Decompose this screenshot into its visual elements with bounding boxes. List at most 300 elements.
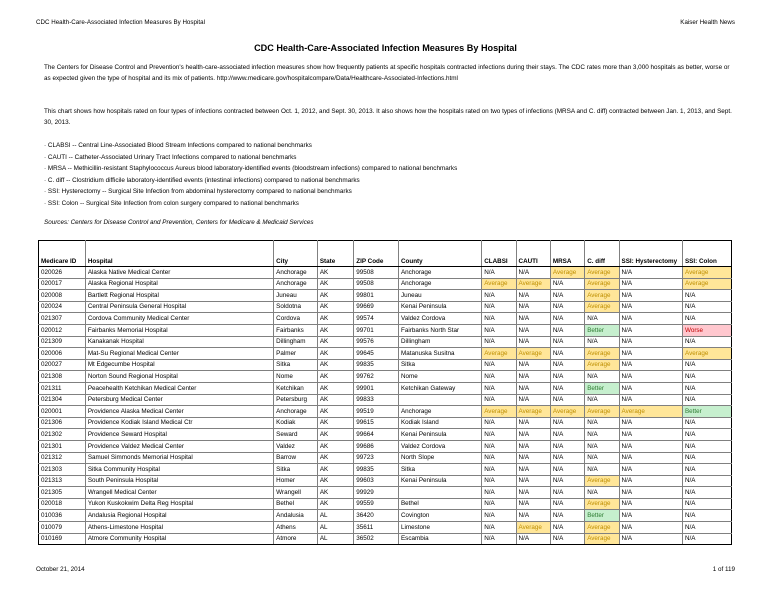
cell-cauti: N/A <box>516 475 550 487</box>
cell-ssi-hysterectomy: N/A <box>619 440 682 452</box>
cell-county: Anchorage <box>398 406 481 418</box>
cell-clabsi: Average <box>482 278 516 290</box>
cell-state: AK <box>317 440 353 452</box>
cell-clabsi: N/A <box>482 522 516 534</box>
cell-city: Cordova <box>274 313 318 325</box>
cell-city: Palmer <box>274 348 318 360</box>
cell-hospital: Norton Sound Regional Hospital <box>85 371 273 383</box>
cell-state: AK <box>317 336 353 348</box>
cell-mrsa: N/A <box>550 301 584 313</box>
hospital-table-container <box>38 240 732 545</box>
cell-ssi-colon: N/A <box>682 417 731 429</box>
cell-zip-code: 99701 <box>354 324 399 336</box>
cell-ssi-hysterectomy: Average <box>619 406 682 418</box>
cell-medicare-id: 021308 <box>39 371 86 383</box>
hospital-table <box>38 240 732 545</box>
cell-clabsi: N/A <box>482 475 516 487</box>
cell-zip-code: 99574 <box>354 313 399 325</box>
cell-mrsa: N/A <box>550 464 584 476</box>
cell-clabsi: N/A <box>482 324 516 336</box>
cell-clabsi: N/A <box>482 429 516 441</box>
cell-ssi-colon: Worse <box>682 324 731 336</box>
table-header-row <box>39 241 732 267</box>
cell-ssi-colon: N/A <box>682 359 731 371</box>
cell-mrsa: N/A <box>550 359 584 371</box>
cell-ssi-hysterectomy: N/A <box>619 417 682 429</box>
table-row <box>39 510 732 522</box>
cell-c-diff: N/A <box>585 440 619 452</box>
cell-state: AK <box>317 498 353 510</box>
cell-city: Anchorage <box>274 267 318 279</box>
cell-hospital: Fairbanks Memorial Hospital <box>85 324 273 336</box>
table-row <box>39 336 732 348</box>
cell-ssi-hysterectomy: N/A <box>619 429 682 441</box>
cell-state: AL <box>317 510 353 522</box>
cell-county: Anchorage <box>398 267 481 279</box>
cell-state: AK <box>317 371 353 383</box>
cell-ssi-hysterectomy: N/A <box>619 348 682 360</box>
cell-clabsi: N/A <box>482 417 516 429</box>
cell-county: North Slope <box>398 452 481 464</box>
cell-hospital: Providence Alaska Medical Center <box>85 406 273 418</box>
cell-state: AK <box>317 313 353 325</box>
cell-ssi-hysterectomy: N/A <box>619 290 682 302</box>
cell-medicare-id: 020006 <box>39 348 86 360</box>
cell-county: Bethel <box>398 498 481 510</box>
cell-c-diff: N/A <box>585 371 619 383</box>
cell-hospital: South Peninsula Hospital <box>85 475 273 487</box>
cell-ssi-hysterectomy: N/A <box>619 487 682 499</box>
cell-cauti: N/A <box>516 510 550 522</box>
column-header-c-diff: C. diff <box>585 241 619 267</box>
cell-ssi-colon: N/A <box>682 313 731 325</box>
page-footer <box>36 566 735 573</box>
definition-item: · C. diff -- Clostridium difficile laboratory-identified events (intestinal infections) compared to national benchmarks <box>44 176 360 184</box>
cell-medicare-id: 010036 <box>39 510 86 522</box>
cell-c-diff: N/A <box>585 452 619 464</box>
cell-hospital: Petersburg Medical Center <box>85 394 273 406</box>
cell-zip-code: 99559 <box>354 498 399 510</box>
cell-hospital: Cordova Community Medical Center <box>85 313 273 325</box>
cell-city: Ketchikan <box>274 382 318 394</box>
cell-city: Sitka <box>274 359 318 371</box>
cell-hospital: Providence Seward Hospital <box>85 429 273 441</box>
cell-medicare-id: 021303 <box>39 464 86 476</box>
cell-medicare-id: 021304 <box>39 394 86 406</box>
cell-c-diff: N/A <box>585 336 619 348</box>
cell-ssi-hysterectomy: N/A <box>619 464 682 476</box>
cell-mrsa: N/A <box>550 522 584 534</box>
cell-medicare-id: 020017 <box>39 278 86 290</box>
cell-zip-code: 99686 <box>354 440 399 452</box>
cell-ssi-colon: N/A <box>682 452 731 464</box>
cell-state: AK <box>317 429 353 441</box>
cell-county: Fairbanks North Star <box>398 324 481 336</box>
cell-ssi-hysterectomy: N/A <box>619 452 682 464</box>
column-header-zip-code: ZIP Code <box>354 241 399 267</box>
cell-ssi-hysterectomy: N/A <box>619 267 682 279</box>
cell-clabsi: Average <box>482 406 516 418</box>
cell-county: Valdez Cordova <box>398 440 481 452</box>
table-row <box>39 278 732 290</box>
cell-city: Andalusia <box>274 510 318 522</box>
cell-state: AK <box>317 406 353 418</box>
cell-ssi-colon: N/A <box>682 394 731 406</box>
cell-hospital: Central Peninsula General Hospital <box>85 301 273 313</box>
cell-mrsa: N/A <box>550 475 584 487</box>
column-header-state: State <box>317 241 353 267</box>
cell-ssi-colon: N/A <box>682 429 731 441</box>
cell-ssi-colon: N/A <box>682 464 731 476</box>
cell-county <box>398 487 481 499</box>
cell-county: Escambia <box>398 533 481 545</box>
cell-clabsi: N/A <box>482 394 516 406</box>
cell-cauti: N/A <box>516 498 550 510</box>
cell-medicare-id: 020024 <box>39 301 86 313</box>
cell-medicare-id: 021305 <box>39 487 86 499</box>
cell-county: Nome <box>398 371 481 383</box>
cell-city: Anchorage <box>274 406 318 418</box>
cell-mrsa: Average <box>550 406 584 418</box>
cell-zip-code: 99835 <box>354 359 399 371</box>
cell-county: Limestone <box>398 522 481 534</box>
cell-c-diff: N/A <box>585 394 619 406</box>
cell-ssi-hysterectomy: N/A <box>619 382 682 394</box>
sources-line: Sources: Centers for Disease Control and Prevention, Centers for Medicare & Medicaid Services <box>44 219 314 226</box>
cell-c-diff: N/A <box>585 464 619 476</box>
cell-zip-code: 99762 <box>354 371 399 383</box>
cell-city: Barrow <box>274 452 318 464</box>
cell-c-diff: Average <box>585 267 619 279</box>
cell-zip-code: 99615 <box>354 417 399 429</box>
cell-cauti: N/A <box>516 452 550 464</box>
cell-ssi-colon: N/A <box>682 290 731 302</box>
cell-state: AL <box>317 522 353 534</box>
cell-cauti: Average <box>516 348 550 360</box>
cell-zip-code: 99801 <box>354 290 399 302</box>
cell-hospital: Athens-Limestone Hospital <box>85 522 273 534</box>
column-header-ssi-hysterectomy: SSI: Hysterectomy <box>619 241 682 267</box>
cell-medicare-id: 020012 <box>39 324 86 336</box>
cell-cauti: N/A <box>516 382 550 394</box>
table-row <box>39 267 732 279</box>
cell-city: Wrangell <box>274 487 318 499</box>
cell-medicare-id: 021302 <box>39 429 86 441</box>
cell-city: Homer <box>274 475 318 487</box>
table-row <box>39 290 732 302</box>
cell-c-diff: N/A <box>585 313 619 325</box>
cell-clabsi: N/A <box>482 267 516 279</box>
cell-c-diff: Average <box>585 290 619 302</box>
cell-c-diff: Average <box>585 475 619 487</box>
cell-ssi-colon: N/A <box>682 498 731 510</box>
cell-ssi-colon: N/A <box>682 440 731 452</box>
cell-state: AK <box>317 452 353 464</box>
cell-c-diff: Average <box>585 533 619 545</box>
cell-ssi-colon: N/A <box>682 533 731 545</box>
page-title: CDC Health-Care-Associated Infection Measures By Hospital <box>254 43 517 53</box>
cell-zip-code: 99833 <box>354 394 399 406</box>
cell-ssi-colon: N/A <box>682 522 731 534</box>
column-header-cauti: CAUTI <box>516 241 550 267</box>
cell-mrsa: N/A <box>550 382 584 394</box>
running-head-left: CDC Health-Care-Associated Infection Measures By Hospital <box>36 19 205 26</box>
cell-hospital: Wrangell Medical Center <box>85 487 273 499</box>
cell-hospital: Yukon Kuskokwim Delta Reg Hospital <box>85 498 273 510</box>
cell-zip-code: 99508 <box>354 278 399 290</box>
cell-hospital: Providence Kodiak Island Medical Ctr <box>85 417 273 429</box>
cell-zip-code: 99835 <box>354 464 399 476</box>
cell-ssi-hysterectomy: N/A <box>619 324 682 336</box>
cell-state: AK <box>317 324 353 336</box>
table-row <box>39 301 732 313</box>
cell-medicare-id: 021301 <box>39 440 86 452</box>
cell-ssi-hysterectomy: N/A <box>619 498 682 510</box>
column-header-medicare-id: Medicare ID <box>39 241 86 267</box>
definition-item: · CLABSI -- Central Line-Associated Blood Stream Infections compared to national benchmarks <box>44 142 312 149</box>
cell-city: Kodiak <box>274 417 318 429</box>
cell-clabsi: N/A <box>482 313 516 325</box>
cell-city: Fairbanks <box>274 324 318 336</box>
cell-cauti: N/A <box>516 417 550 429</box>
cell-cauti: N/A <box>516 267 550 279</box>
cell-clabsi: Average <box>482 348 516 360</box>
cell-state: AK <box>317 475 353 487</box>
column-header-hospital: Hospital <box>85 241 273 267</box>
cell-ssi-colon: N/A <box>682 336 731 348</box>
cell-city: Dillingham <box>274 336 318 348</box>
cell-medicare-id: 021313 <box>39 475 86 487</box>
cell-cauti: Average <box>516 522 550 534</box>
table-row <box>39 394 732 406</box>
table-row <box>39 464 732 476</box>
definition-item: · CAUTI -- Catheter-Associated Urinary Tract Infections compared to national benchmarks <box>44 153 297 161</box>
cell-hospital: Atmore Community Hospital <box>85 533 273 545</box>
cell-hospital: Mt Edgecumbe Hospital <box>85 359 273 371</box>
cell-ssi-colon: Average <box>682 348 731 360</box>
cell-medicare-id: 020008 <box>39 290 86 302</box>
cell-zip-code: 99645 <box>354 348 399 360</box>
cell-zip-code: 99508 <box>354 267 399 279</box>
cell-ssi-colon: N/A <box>682 475 731 487</box>
cell-c-diff: N/A <box>585 417 619 429</box>
cell-clabsi: N/A <box>482 336 516 348</box>
table-row <box>39 452 732 464</box>
cell-city: Petersburg <box>274 394 318 406</box>
cell-ssi-colon: Better <box>682 406 731 418</box>
cell-medicare-id: 021307 <box>39 313 86 325</box>
definition-item: · SSI: Hysterectomy -- Surgical Site Infection from abdominal hysterectomy compared to national benchmarks <box>44 188 352 196</box>
cell-clabsi: N/A <box>482 301 516 313</box>
cell-zip-code: 99929 <box>354 487 399 499</box>
cell-ssi-hysterectomy: N/A <box>619 278 682 290</box>
cell-cauti: N/A <box>516 336 550 348</box>
cell-medicare-id: 020027 <box>39 359 86 371</box>
cell-cauti: N/A <box>516 290 550 302</box>
cell-ssi-colon: N/A <box>682 487 731 499</box>
cell-c-diff: Average <box>585 359 619 371</box>
cell-clabsi: N/A <box>482 487 516 499</box>
column-header-clabsi: CLABSI <box>482 241 516 267</box>
cell-state: AK <box>317 301 353 313</box>
cell-cauti: Average <box>516 278 550 290</box>
column-header-county: County <box>398 241 481 267</box>
cell-c-diff: Average <box>585 522 619 534</box>
cell-clabsi: N/A <box>482 371 516 383</box>
cell-county: Kenai Peninsula <box>398 429 481 441</box>
cell-medicare-id: 020001 <box>39 406 86 418</box>
cell-c-diff: N/A <box>585 487 619 499</box>
table-row <box>39 417 732 429</box>
cell-medicare-id: 010169 <box>39 533 86 545</box>
cell-mrsa: N/A <box>550 533 584 545</box>
cell-hospital: Samuel Simmonds Memorial Hospital <box>85 452 273 464</box>
cell-c-diff: Average <box>585 278 619 290</box>
cell-ssi-hysterectomy: N/A <box>619 336 682 348</box>
cell-ssi-colon: N/A <box>682 510 731 522</box>
cell-city: Sitka <box>274 464 318 476</box>
cell-mrsa: Average <box>550 267 584 279</box>
cell-mrsa: N/A <box>550 313 584 325</box>
cell-hospital: Bartlett Regional Hospital <box>85 290 273 302</box>
cell-cauti: N/A <box>516 371 550 383</box>
cell-ssi-colon: N/A <box>682 382 731 394</box>
cell-hospital: Alaska Regional Hospital <box>85 278 273 290</box>
cell-medicare-id: 010079 <box>39 522 86 534</box>
cell-medicare-id: 020018 <box>39 498 86 510</box>
cell-zip-code: 35611 <box>354 522 399 534</box>
cell-city: Bethel <box>274 498 318 510</box>
cell-mrsa: N/A <box>550 440 584 452</box>
cell-county: Sitka <box>398 359 481 371</box>
table-row <box>39 348 732 360</box>
cell-ssi-hysterectomy: N/A <box>619 475 682 487</box>
cell-cauti: N/A <box>516 429 550 441</box>
cell-mrsa: N/A <box>550 498 584 510</box>
cell-county: Anchorage <box>398 278 481 290</box>
cell-medicare-id: 020026 <box>39 267 86 279</box>
cell-ssi-colon: Average <box>682 267 731 279</box>
cell-cauti: N/A <box>516 394 550 406</box>
cell-zip-code: 99603 <box>354 475 399 487</box>
cell-ssi-hysterectomy: N/A <box>619 301 682 313</box>
cell-clabsi: N/A <box>482 290 516 302</box>
cell-state: AK <box>317 394 353 406</box>
cell-city: Valdez <box>274 440 318 452</box>
cell-city: Atmore <box>274 533 318 545</box>
cell-county: Ketchikan Gateway <box>398 382 481 394</box>
cell-hospital: Alaska Native Medical Center <box>85 267 273 279</box>
cell-zip-code: 99723 <box>354 452 399 464</box>
cell-ssi-hysterectomy: N/A <box>619 359 682 371</box>
footer-date: October 21, 2014 <box>36 566 85 573</box>
cell-state: AK <box>317 417 353 429</box>
cell-cauti: N/A <box>516 440 550 452</box>
cell-county: Juneau <box>398 290 481 302</box>
cell-state: AK <box>317 278 353 290</box>
cell-clabsi: N/A <box>482 464 516 476</box>
cell-ssi-hysterectomy: N/A <box>619 533 682 545</box>
cell-zip-code: 99519 <box>354 406 399 418</box>
cell-zip-code: 36502 <box>354 533 399 545</box>
cell-c-diff: Better <box>585 324 619 336</box>
cell-c-diff: N/A <box>585 429 619 441</box>
table-row <box>39 313 732 325</box>
cell-mrsa: N/A <box>550 452 584 464</box>
cell-c-diff: Average <box>585 406 619 418</box>
cell-county: Valdez Cordova <box>398 313 481 325</box>
cell-c-diff: Better <box>585 382 619 394</box>
cell-county: Kenai Peninsula <box>398 301 481 313</box>
cell-ssi-colon: Average <box>682 278 731 290</box>
table-row <box>39 406 732 418</box>
cell-clabsi: N/A <box>482 382 516 394</box>
cell-medicare-id: 021306 <box>39 417 86 429</box>
cell-hospital: Peacehealth Ketchikan Medical Center <box>85 382 273 394</box>
cell-ssi-hysterectomy: N/A <box>619 510 682 522</box>
cell-county: Covington <box>398 510 481 522</box>
cell-hospital: Providence Valdez Medical Center <box>85 440 273 452</box>
cell-hospital: Sitka Community Hospital <box>85 464 273 476</box>
cell-county: Kodiak Island <box>398 417 481 429</box>
cell-county: Sitka <box>398 464 481 476</box>
cell-state: AK <box>317 359 353 371</box>
cell-ssi-colon: N/A <box>682 301 731 313</box>
column-header-mrsa: MRSA <box>550 241 584 267</box>
cell-state: AK <box>317 382 353 394</box>
cell-ssi-colon: N/A <box>682 371 731 383</box>
table-row <box>39 382 732 394</box>
cell-mrsa: N/A <box>550 371 584 383</box>
cell-clabsi: N/A <box>482 510 516 522</box>
definition-list <box>44 140 732 210</box>
cell-city: Anchorage <box>274 278 318 290</box>
cell-state: AK <box>317 290 353 302</box>
cell-c-diff: Average <box>585 348 619 360</box>
definition-item: · MRSA -- Methicillin-resistant Staphylococcus Aureus blood laboratory-identified events (bloodstream infections) compared to national benchmarks <box>44 165 458 173</box>
cell-cauti: N/A <box>516 464 550 476</box>
cell-cauti: N/A <box>516 533 550 545</box>
cell-state: AK <box>317 487 353 499</box>
cell-clabsi: N/A <box>482 452 516 464</box>
cell-c-diff: Average <box>585 498 619 510</box>
cell-mrsa: N/A <box>550 290 584 302</box>
table-row <box>39 533 732 545</box>
cell-state: AK <box>317 464 353 476</box>
cell-cauti: N/A <box>516 313 550 325</box>
cell-mrsa: N/A <box>550 417 584 429</box>
cell-county: Matanuska Susitna <box>398 348 481 360</box>
table-row <box>39 324 732 336</box>
running-head-right: Kaiser Health News <box>680 19 735 26</box>
intro-paragraph-2: This chart shows how hospitals rated on four types of infections contracted between Oct. 1, 2012, and Sept. 30, 2013. It also shows how the hospitals rated on two types of infections (MRSA and C. diff) contracted between Jan. 1, 2013, and Sept. 30, 2013. <box>44 108 732 127</box>
table-row <box>39 475 732 487</box>
cell-medicare-id: 021311 <box>39 382 86 394</box>
table-body <box>39 267 732 545</box>
cell-state: AK <box>317 267 353 279</box>
intro-paragraph-1: The Centers for Disease Control and Prevention's health-care-associated infection measures show how frequently patients at specific hospitals contracted infections during their stays. The CDC rates more than 3,000 hospitals as better, worse or as expected given the type of hospital and its mix of patients. http://www.medicare.gov/hospitalcompare/Data/Healthcare-Associated-Infections.html <box>44 64 730 83</box>
cell-mrsa: N/A <box>550 278 584 290</box>
cell-c-diff: Better <box>585 510 619 522</box>
cell-county <box>398 394 481 406</box>
column-header-city: City <box>274 241 318 267</box>
cell-cauti: N/A <box>516 487 550 499</box>
table-row <box>39 487 732 499</box>
cell-mrsa: N/A <box>550 394 584 406</box>
table-row <box>39 498 732 510</box>
cell-zip-code: 99576 <box>354 336 399 348</box>
cell-hospital: Kanakanak Hospital <box>85 336 273 348</box>
